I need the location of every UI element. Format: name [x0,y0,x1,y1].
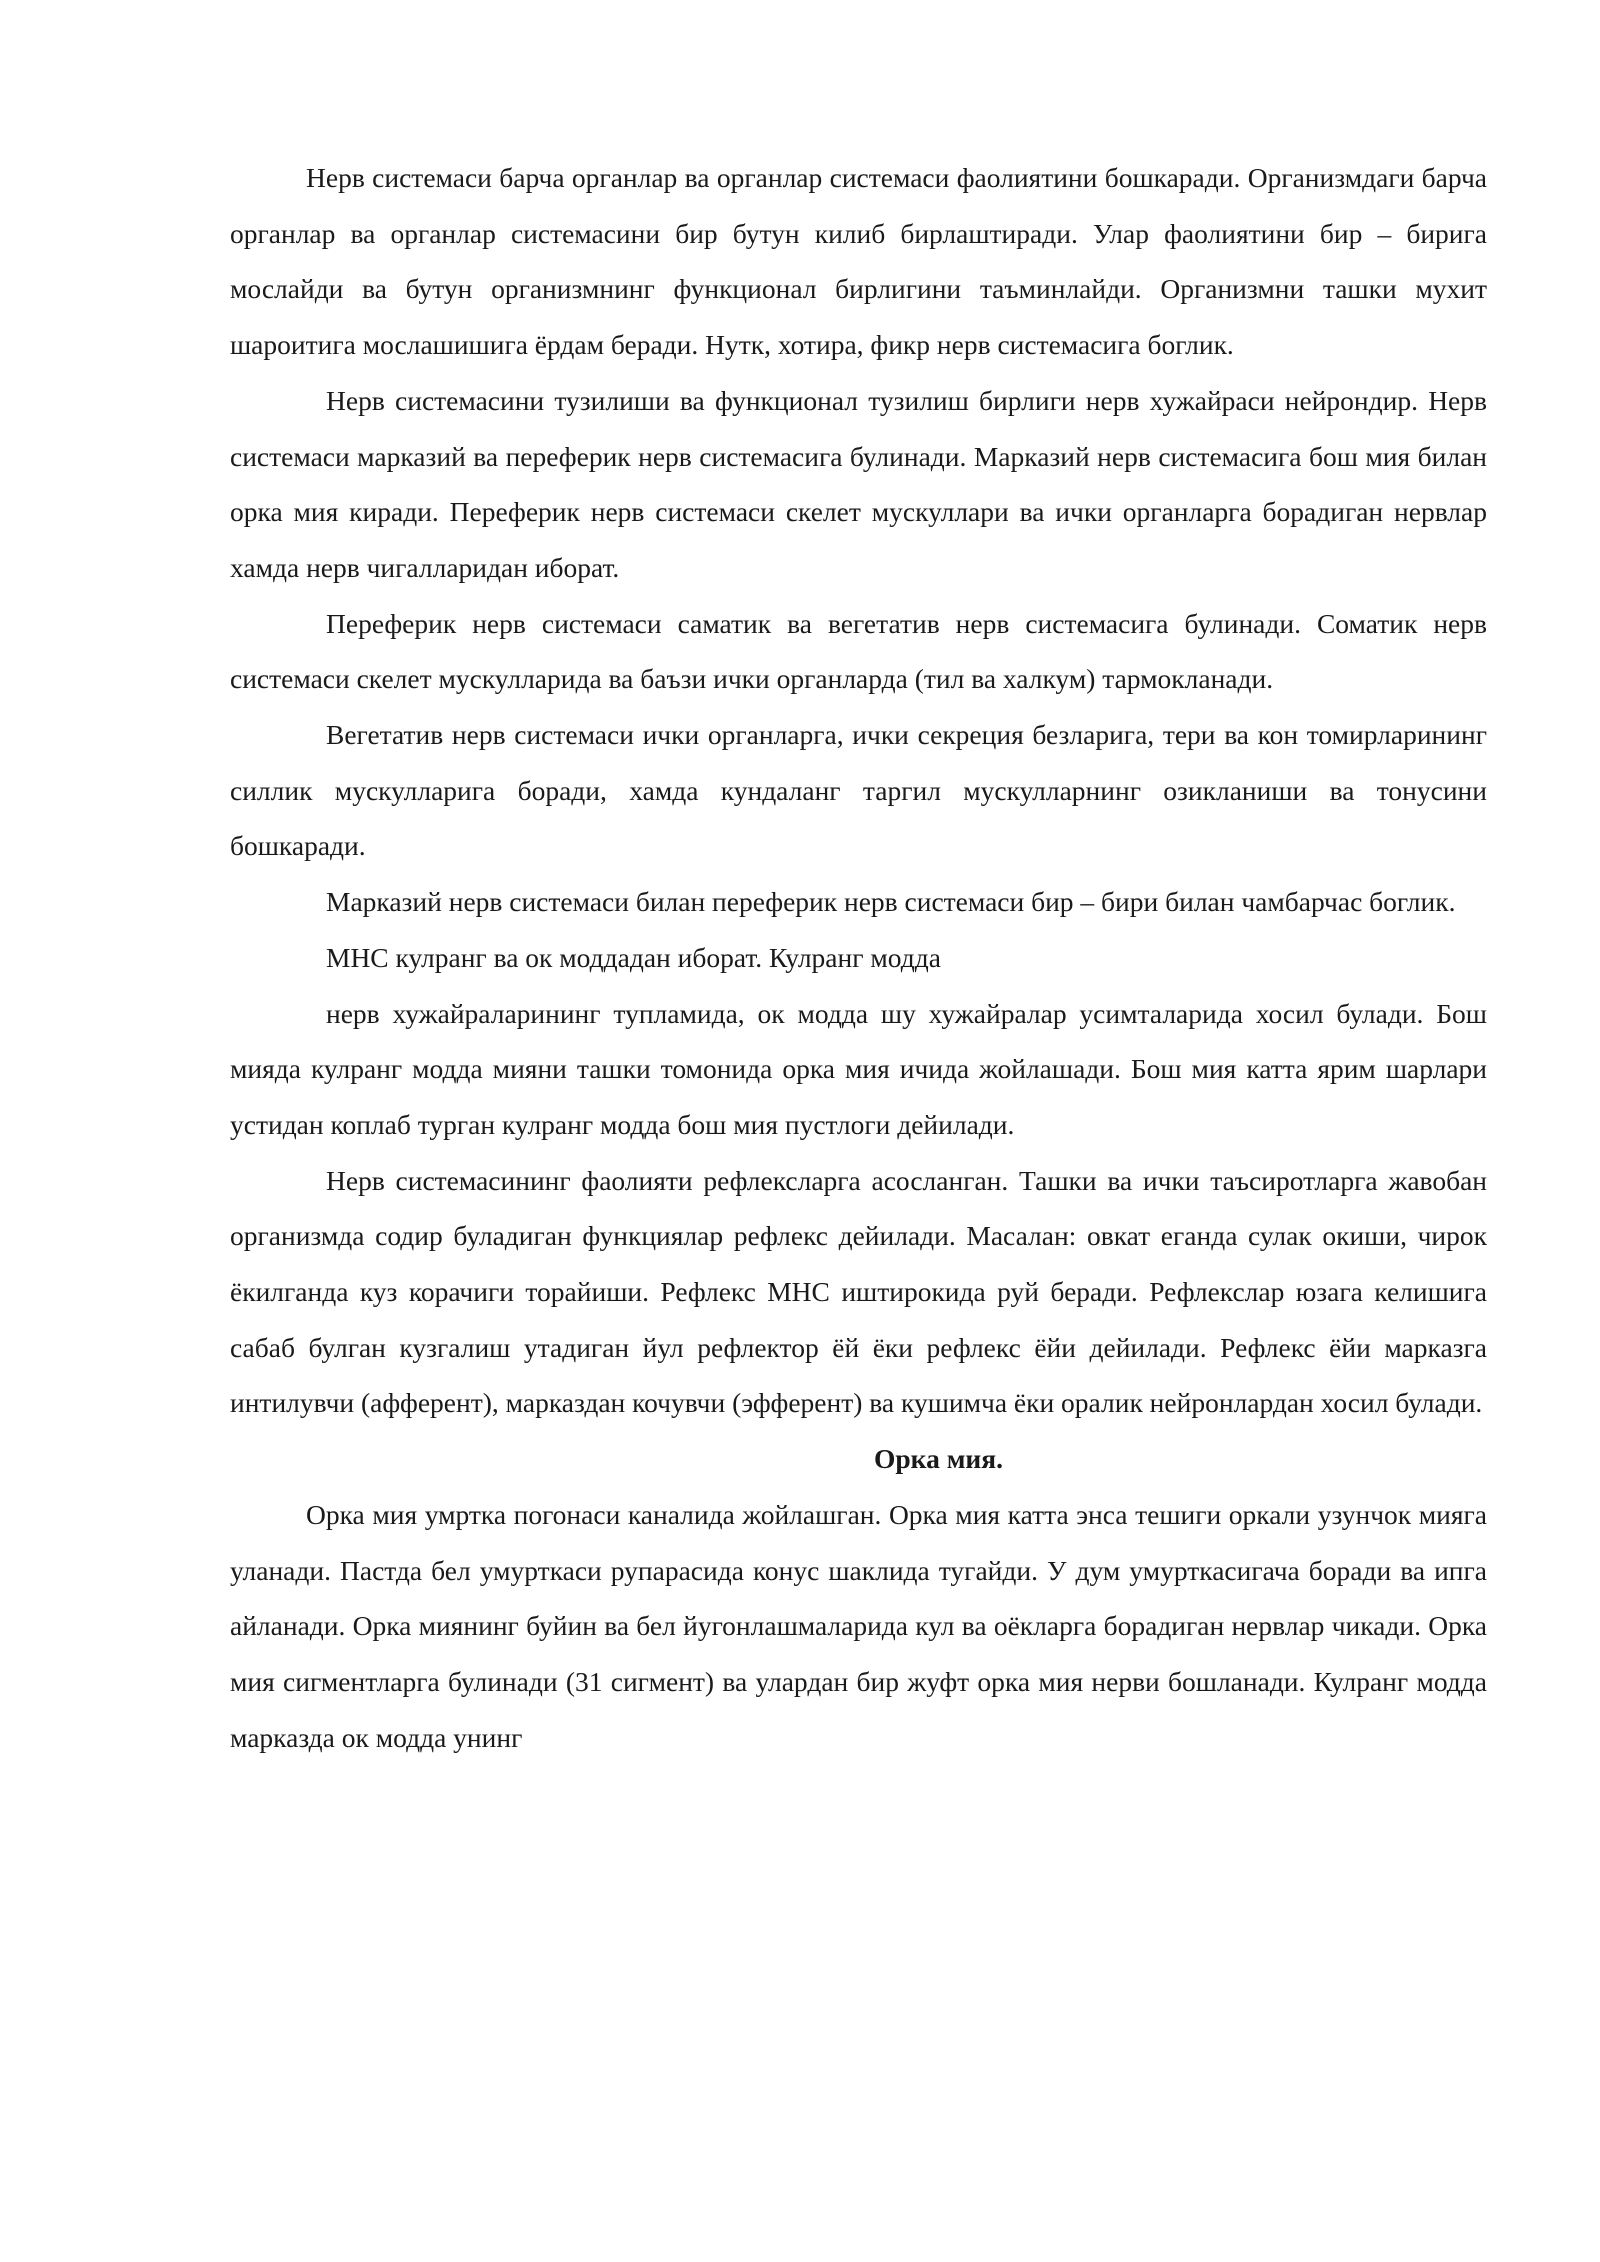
paragraph-spinal-cord: Орка мия умртка погонаси каналида жойлашган. Орка мия катта энса тешиги оркали узунчок мияга уланади. Пастда бел умурткаси рупарасида конус шаклида тугайди. У дум умурткасигача боради ва ипга айланади. Орка миянинг буйин ва бел йугонлашмаларида кул ва оёкларга борадиган нервлар чикади. Орка мия сигментларга булинади (31 сигмент) ва улардан бир жуфт орка мия нерви бошланади. Кулранг модда марказда ок модда унинг [230,1498,1487,1753]
paragraph-nervous-system-intro: Нерв системаси барча органлар ва органлар системаси фаолиятини бошкаради. Организмдаги барча органлар ва органлар системасини бир бутун килиб бирлаштиради. Улар фаолиятини бир – бирига мослайди ва бутун организмнинг функционал бирлигини таъминлайди. Организмни ташки мухит шароитига мослашишига ёрдам беради. Нутк, хотира, фикр нерв системасига боглик. [230,162,1487,361]
document-body [230,150,1487,1765]
section-heading-spinal-cord: Орка мия. [873,1443,1004,1475]
paragraph-vegetative-system: Вегетатив нерв системаси ички органларга, ички секреция безларига, тери ва кон томирларининг силлик мускулларига боради, хамда кундаланг таргил мускулларнинг озикланиши ва тонусини бошкаради. [230,719,1487,862]
paragraph-grey-white-matter: МНС кулранг ва ок моддадан иборат. Кулранг модда [326,941,941,973]
paragraph-central-peripheral-link: Марказий нерв системаси билан переферик нерв системаси бир – бири билан чамбарчас боглик. [326,886,1456,918]
paragraph-neuron-clusters: нерв хужайраларининг тупламида, ок модда шу хужайралар усимталарида хосил булади. Бош мияда кулранг модда мияни ташки томонида орка мия ичида жойлашади. Бош мия катта ярим шарлари устидан коплаб турган кулранг модда бош мия пустлоги дейилади. [230,997,1487,1140]
paragraph-neuron-structure: Нерв системасини тузилиши ва функционал тузилиш бирлиги нерв хужайраси нейрондир. Нерв системаси марказий ва переферик нерв системасига булинади. Марказий нерв системасига бош мия билан орка мия киради. Переферик нерв системаси скелет мускуллари ва ички органларга борадиган нервлар хамда нерв чигалларидан иборат. [230,384,1487,583]
paragraph-peripheral-system: Переферик нерв системаси саматик ва вегетатив нерв системасига булинади. Соматик нерв системаси скелет мускулларида ва баъзи ички органларда (тил ва халкум) тармокланади. [230,607,1487,695]
paragraph-reflexes: Нерв системасининг фаолияти рефлексларга асосланган. Ташки ва ички таъсиротларга жавобан организмда содир буладиган функциялар рефлекс дейилади. Масалан: овкат еганда сулак окиши, чирок ёкилганда куз корачиги торайиши. Рефлекс МНС иштирокида руй беради. Рефлекслар юзага келишига сабаб булган кузгалиш утадиган йул рефлектор ёй ёки рефлекс ёйи дейилади. Рефлекс ёйи марказга интилувчи (афферент), марказдан кочувчи (эфферент) ва кушимча ёки оралик нейронлардан хосил булади. [230,1164,1487,1419]
